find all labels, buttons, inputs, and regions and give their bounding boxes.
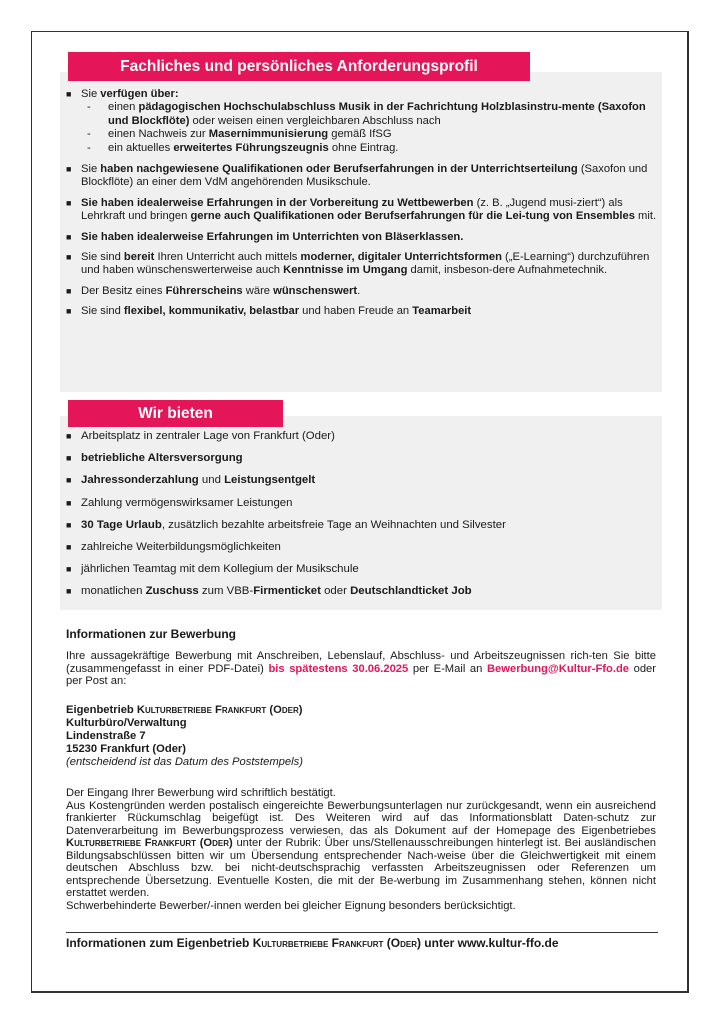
postal-address: Eigenbetrieb Kulturbetriebe Frankfurt (Oder) Kulturbüro/Verwaltung Lindenstraße 7 15230 Frankfurt (Oder) (entscheidend ist das Datum des Poststempels) bbox=[66, 704, 303, 768]
application-info-heading: Informationen zur Bewerbung bbox=[66, 627, 237, 641]
bullet-icon: ■ bbox=[66, 89, 72, 99]
bullet-icon: ■ bbox=[66, 497, 72, 508]
list-item: ■ Sie sind bereit Ihren Unterricht auch mittels moderner, digitaler Unterrichtsformen („E-Learning“) durchzuführen und haben wünschenswerterweise auch Kenntnisse im Umgang damit, insbeson-dere Aufnahmetechnik. bbox=[66, 251, 650, 277]
deadline: bis spätestens 30.06.2025 bbox=[268, 662, 409, 675]
requirements-sublist bbox=[81, 101, 658, 155]
list-item: - einen Nachweis zur Masernimmunisierung gemäß IfSG bbox=[87, 128, 392, 141]
list-item: ■ zahlreiche Weiterbildungsmöglichkeiten bbox=[66, 540, 281, 553]
bullet-icon: ■ bbox=[66, 586, 72, 597]
list-item: ■ betriebliche Altersversorgung bbox=[66, 452, 243, 465]
requirements-heading: Fachliches und persönliches Anforderungsprofil bbox=[68, 52, 530, 81]
benefits-list bbox=[60, 430, 650, 608]
bullet-icon: ■ bbox=[66, 252, 72, 263]
list-item: ■ Sie haben idealerweise Erfahrungen in der Vorbereitung zu Wettbewerben (z. B. „Jugend musi-ziert“) als Lehrkraft und bringen gerne auch Qualifikationen oder Berufserfahrungen für die Lei-tung von Ensembles mit. bbox=[66, 196, 657, 223]
bullet-icon: ■ bbox=[66, 164, 72, 175]
bullet-icon: ■ bbox=[66, 431, 72, 441]
list-item: ■ Sie verfügen über: - einen pädagogischen Hochschulabschluss Musik in der Fachrichtung Holzblasinstru-mente (Saxofon und Blockflöte) oder weisen einen vergleichbaren Abschluss nach - einen Nachweis zur Masernimmunisierung gemäß IfSG - ein aktuelles erweitertes Führungszeugnis ohne Eintrag. bbox=[60, 88, 658, 155]
requirements-list bbox=[60, 88, 658, 326]
list-item: - einen pädagogischen Hochschulabschluss Musik in der Fachrichtung Holzblasinstru-mente (Saxofon und Blockflöte) oder weisen einen vergleichbaren Abschluss nach bbox=[87, 101, 646, 127]
list-item: ■ Sie haben idealerweise Erfahrungen im Unterrichten von Bläserklassen. bbox=[66, 230, 464, 243]
email-link[interactable]: Bewerbung@Kultur-Ffo.de bbox=[486, 662, 630, 675]
bullet-icon: ■ bbox=[66, 197, 72, 208]
bullet-icon: ■ bbox=[66, 285, 72, 296]
divider bbox=[66, 932, 658, 933]
bullet-icon: ■ bbox=[66, 453, 72, 464]
list-item: ■ Sie sind flexibel, kommunikativ, belastbar und haben Freude an Teamarbeit bbox=[66, 305, 472, 318]
list-item: - ein aktuelles erweitertes Führungszeugnis ohne Eintrag. bbox=[87, 141, 399, 154]
list-item: ■ Jahressonderzahlung und Leistungsentgelt bbox=[66, 474, 316, 487]
footer-info: Informationen zum Eigenbetrieb Kulturbetriebe Frankfurt (Oder) unter www.kultur-ffo.de bbox=[66, 936, 559, 950]
list-item: ■ Zahlung vermögenswirksamer Leistungen bbox=[66, 496, 293, 509]
bullet-icon: ■ bbox=[66, 306, 72, 317]
bullet-icon: ■ bbox=[66, 519, 72, 530]
list-item: ■ jährlichen Teamtag mit dem Kollegium der Musikschule bbox=[66, 563, 359, 576]
application-instructions: Ihre aussagekräftige Bewerbung mit Anschreiben, Lebenslauf, Abschluss- und Arbeitszeugnissen rich-ten Sie bitte (zusammengefasst in einer PDF-Datei) bis spätestens 30.06.2025 per E-Mail an Bewerbung@Kultur-Ffo.de oder per Post an: bbox=[66, 650, 657, 688]
bullet-icon: ■ bbox=[66, 541, 72, 552]
bullet-icon: ■ bbox=[66, 475, 72, 486]
list-item: ■ Sie haben nachgewiesene Qualifikationen oder Berufserfahrungen in der Unterrichtserteilung (Saxofon und Blockflöte) an einer dem VdM angehörenden Musikschule. bbox=[66, 163, 648, 189]
bullet-icon: ■ bbox=[66, 564, 72, 575]
bullet-icon: ■ bbox=[66, 231, 72, 242]
list-item: ■ 30 Tage Urlaub, zusätzlich bezahlte arbeitsfreie Tage an Weihnachten und Silvester bbox=[66, 518, 506, 531]
benefits-heading: Wir bieten bbox=[68, 400, 283, 427]
list-item: ■ Arbeitsplatz in zentraler Lage von Frankfurt (Oder) bbox=[66, 430, 335, 442]
application-notes: Der Eingang Ihrer Bewerbung wird schriftlich bestätigt. Aus Kostengründen werden postalisch eingereichte Bewerbungsunterlagen nur zurückgesandt, wenn ein ausreichend frankierter Rückumschlag beigefügt ist. Des Weiteren wird auf das Informationsblatt Daten-schutz zur Datenverarbeitung im Bewerbungsprozess verwiesen, das als Dokument auf der Homepage des Eigenbetriebes Kulturbetriebe Frankfurt (Oder) unter der Rubrik: Über uns/Stellenausschreibungen hinterlegt ist. Bei ausländischen Bildungsabschlüssen bitten wir um Übersendung entsprechender Nach-weise über die Gleichwertigkeit mit einem deutschen Abschluss bzw. bei nicht-deutschsprachig verfassten Arbeitszeugnissen oder Referenzen um entsprechende Übersetzung. Eventuelle Kosten, die mit der Be-werbung im Zusammenhang stehen, können nicht erstattet werden. Schwerbehinderte Bewerber/-innen werden bei gleicher Eignung besonders berücksichtigt. bbox=[66, 787, 656, 912]
list-item: ■ Der Besitz eines Führerscheins wäre wünschenswert. bbox=[66, 284, 361, 297]
list-item: ■ monatlichen Zuschuss zum VBB-Firmenticket oder Deutschlandticket Job bbox=[66, 585, 472, 598]
